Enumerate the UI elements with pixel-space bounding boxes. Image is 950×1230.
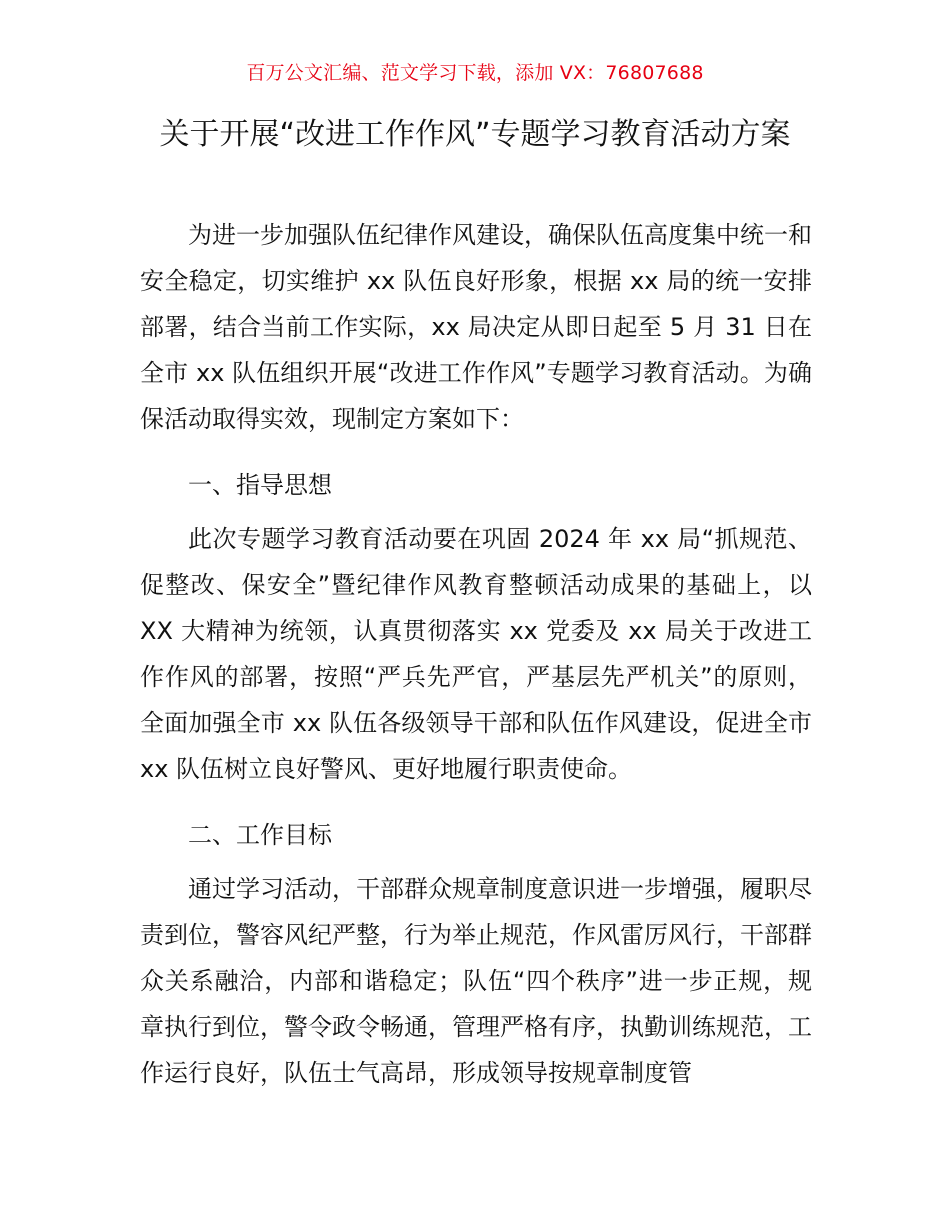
header-note: 百万公文汇编、范文学习下载，添加 VX：76807688	[246, 62, 704, 84]
document-title: 关于开展“改进工作作风”专题学习教育活动方案	[159, 117, 791, 152]
section-paragraph-work-goals: 通过学习活动，干部群众规章制度意识进一步增强，履职尽责到位，警容风纪严整，行为举止规范，作风雷厉风行，干部群众关系融洽，内部和谐稳定；队伍“四个秩序”进一步正规，规章执行到位，警令政令畅通，管理严格有序，执勤训练规范，工作运行良好，队伍士气高昂，形成领导按规章制度管	[140, 875, 812, 1087]
intro-paragraph: 为进一步加强队伍纪律作风建设，确保队伍高度集中统一和安全稳定，切实维护 xx 队伍良好形象，根据 xx 局的统一安排部署，结合当前工作实际，xx 局决定从即日起至 5 月 31 日在全市 xx 队伍组织开展“改进工作作风”专题学习教育活动。为确保活动取得实效，现制定方案如下：	[140, 221, 812, 433]
section-paragraph-guiding-thought: 此次专题学习教育活动要在巩固 2024 年 xx 局“抓规范、促整改、保安全”暨纪律作风教育整顿活动成果的基础上，以 XX 大精神为统领，认真贯彻落实 xx 党委及 xx 局关于改进工作作风的部署，按照“严兵先严官，严基层先严机关”的原则，全面加强全市 xx 队伍各级领导干部和队伍作风建设，促进全市 xx 队伍树立良好警风、更好地履行职责使命。	[140, 525, 812, 783]
section-heading-work-goals: 二、工作目标	[188, 821, 332, 849]
document-body	[140, 212, 812, 1096]
section-heading-guiding-thought: 一、指导思想	[188, 471, 332, 499]
